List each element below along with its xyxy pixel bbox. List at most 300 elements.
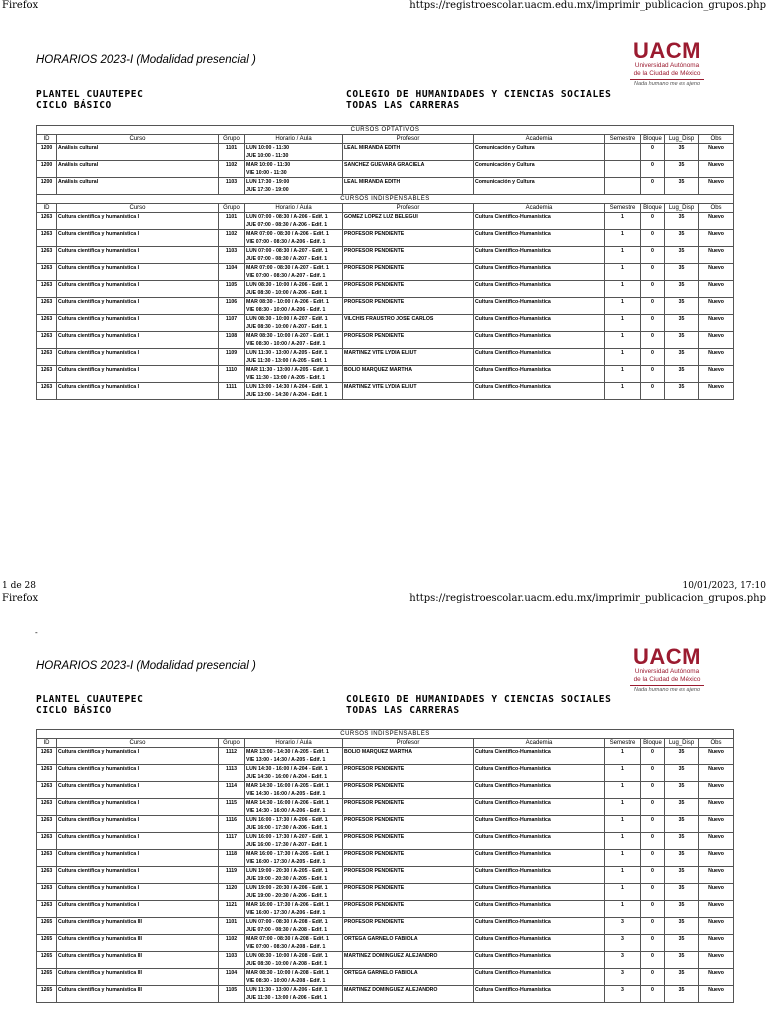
cell-semestre: 3 bbox=[605, 935, 641, 952]
cell-profesor: MARTINEZ VITE LYDIA ELIUT bbox=[343, 383, 474, 400]
cell-bloque: 0 bbox=[641, 833, 665, 850]
cell-obs: Nuevo bbox=[699, 935, 734, 952]
cell-horario bbox=[245, 816, 343, 833]
cell-lug-disp: 35 bbox=[665, 332, 699, 349]
cell-id: 1263 bbox=[37, 748, 57, 765]
cell-curso: Análisis cultural bbox=[57, 144, 219, 161]
cell-profesor: ORTEGA GARNELO FABIOLA bbox=[343, 935, 474, 952]
column-header: Academia bbox=[474, 204, 605, 213]
cell-academia: Cultura Científico-Humanística bbox=[474, 315, 605, 332]
cell-profesor: PROFESOR PENDIENTE bbox=[343, 247, 474, 264]
horario-line-2: VIE 10:00 - 11:30 bbox=[246, 170, 287, 176]
cell-horario bbox=[245, 782, 343, 799]
cell-bloque: 0 bbox=[641, 144, 665, 161]
cell-semestre: 1 bbox=[605, 833, 641, 850]
column-header: Horario / Aula bbox=[245, 204, 343, 213]
cell-id: 1265 bbox=[37, 935, 57, 952]
cell-obs: Nuevo bbox=[699, 748, 734, 765]
cell-curso: Cultura científica y humanística I bbox=[57, 816, 219, 833]
cell-curso: Cultura científica y humanística III bbox=[57, 952, 219, 969]
cell-id: 1263 bbox=[37, 281, 57, 298]
cell-lug-disp: 35 bbox=[665, 383, 699, 400]
ciclo-name: CICLO BÁSICO bbox=[36, 100, 112, 111]
cell-id: 1263 bbox=[37, 850, 57, 867]
cell-semestre: 1 bbox=[605, 281, 641, 298]
cell-id: 1200 bbox=[37, 161, 57, 178]
horario-line-1: MAR 08:30 - 10:00 / A-207 - Edif. 1 bbox=[246, 333, 329, 339]
horario-line-2: JUE 17:30 - 19:00 bbox=[246, 187, 289, 193]
cell-academia: Cultura Científico-Humanística bbox=[474, 366, 605, 383]
cell-lug-disp: 35 bbox=[665, 901, 699, 918]
cell-semestre: 1 bbox=[605, 867, 641, 884]
cell-obs: Nuevo bbox=[699, 765, 734, 782]
cell-academia: Cultura Científico-Humanística bbox=[474, 901, 605, 918]
logo-motto: Nada humano me es ajeno bbox=[633, 81, 701, 87]
horario-line-2: VIE 08:30 - 10:00 / A-206 - Edif. 1 bbox=[246, 307, 326, 313]
cell-lug-disp: 35 bbox=[665, 850, 699, 867]
column-header: Lug_Disp bbox=[665, 204, 699, 213]
cell-semestre: 1 bbox=[605, 850, 641, 867]
table-row bbox=[37, 213, 734, 230]
table-row bbox=[37, 144, 734, 161]
cell-bloque: 0 bbox=[641, 349, 665, 366]
cell-lug-disp: 35 bbox=[665, 230, 699, 247]
cell-grupo: 1117 bbox=[219, 833, 245, 850]
cell-horario bbox=[245, 748, 343, 765]
cell-grupo: 1103 bbox=[219, 247, 245, 264]
table-row bbox=[37, 918, 734, 935]
cell-horario bbox=[245, 213, 343, 230]
cell-semestre: 3 bbox=[605, 969, 641, 986]
cell-grupo: 1106 bbox=[219, 298, 245, 315]
cell-lug-disp: 35 bbox=[665, 884, 699, 901]
horario-line-2: JUE 07:00 - 08:30 / A-206 - Edif. 1 bbox=[246, 222, 328, 228]
cell-obs: Nuevo bbox=[699, 349, 734, 366]
cell-academia: Cultura Científico-Humanística bbox=[474, 918, 605, 935]
cell-profesor: PROFESOR PENDIENTE bbox=[343, 332, 474, 349]
cell-grupo: 1119 bbox=[219, 867, 245, 884]
cell-id: 1263 bbox=[37, 332, 57, 349]
table-row bbox=[37, 247, 734, 264]
cell-semestre: 1 bbox=[605, 901, 641, 918]
cell-obs: Nuevo bbox=[699, 315, 734, 332]
section-header: CURSOS INDISPENSABLES bbox=[37, 730, 734, 739]
cell-academia: Cultura Científico-Humanística bbox=[474, 213, 605, 230]
horario-line-2: JUE 07:00 - 08:30 / A-208 - Edif. 1 bbox=[246, 927, 328, 933]
horario-line-1: MAR 16:00 - 17:30 / A-206 - Edif. 1 bbox=[246, 902, 329, 908]
column-header: ID bbox=[37, 204, 57, 213]
cell-id: 1263 bbox=[37, 901, 57, 918]
table-row bbox=[37, 332, 734, 349]
horario-line-2: JUE 08:30 - 10:00 / A-207 - Edif. 1 bbox=[246, 324, 328, 330]
cell-profesor: PROFESOR PENDIENTE bbox=[343, 850, 474, 867]
cell-bloque: 0 bbox=[641, 298, 665, 315]
cell-bloque: 0 bbox=[641, 264, 665, 281]
cell-bloque: 0 bbox=[641, 383, 665, 400]
document-title: HORARIOS 2023-I (Modalidad presencial ) bbox=[36, 54, 256, 66]
cell-curso: Cultura científica y humanística I bbox=[57, 901, 219, 918]
column-header: Lug_Disp bbox=[665, 739, 699, 748]
page-url: https://registroescolar.uacm.edu.mx/imprimir_publicacion_grupos.php bbox=[409, 0, 766, 11]
cell-curso: Cultura científica y humanística I bbox=[57, 782, 219, 799]
cell-obs: Nuevo bbox=[699, 281, 734, 298]
cell-grupo: 1118 bbox=[219, 850, 245, 867]
cell-bloque: 0 bbox=[641, 281, 665, 298]
cell-grupo: 1116 bbox=[219, 816, 245, 833]
logo-line-1-2: Universidad Autónoma bbox=[634, 668, 700, 675]
horario-line-1: LUN 07:00 - 08:30 / A-207 - Edif. 1 bbox=[246, 248, 328, 254]
cell-academia: Cultura Científico-Humanística bbox=[474, 230, 605, 247]
horario-line-1: MAR 08:30 - 10:00 / A-208 - Edif. 1 bbox=[246, 970, 329, 976]
cell-semestre: 1 bbox=[605, 230, 641, 247]
cell-horario bbox=[245, 230, 343, 247]
cell-academia: Cultura Científico-Humanística bbox=[474, 264, 605, 281]
cell-horario bbox=[245, 833, 343, 850]
cell-grupo: 1105 bbox=[219, 986, 245, 1003]
cell-grupo: 1120 bbox=[219, 884, 245, 901]
plantel-name: PLANTEL CUAUTEPEC bbox=[36, 89, 144, 100]
column-header: ID bbox=[37, 739, 57, 748]
cell-curso: Cultura científica y humanística I bbox=[57, 332, 219, 349]
cell-bloque: 0 bbox=[641, 799, 665, 816]
cell-semestre: 3 bbox=[605, 952, 641, 969]
cell-id: 1265 bbox=[37, 986, 57, 1003]
horario-line-1: MAR 07:00 - 08:30 / A-207 - Edif. 1 bbox=[246, 265, 329, 271]
column-header: Obs bbox=[699, 739, 734, 748]
cell-bloque: 0 bbox=[641, 366, 665, 383]
cell-bloque: 0 bbox=[641, 782, 665, 799]
logo-line-2-2: de la Ciudad de México bbox=[633, 675, 701, 683]
cell-id: 1200 bbox=[37, 178, 57, 195]
table-row bbox=[37, 952, 734, 969]
horario-line-2: JUE 11:30 - 13:00 / A-205 - Edif. 1 bbox=[246, 358, 327, 364]
cell-bloque: 0 bbox=[641, 765, 665, 782]
plantel-name-2: PLANTEL CUAUTEPEC bbox=[36, 694, 144, 705]
cell-curso: Cultura científica y humanística I bbox=[57, 833, 219, 850]
colegio-block-2 bbox=[346, 694, 611, 716]
column-header: Bloque bbox=[641, 204, 665, 213]
cell-id: 1263 bbox=[37, 247, 57, 264]
cell-profesor: PROFESOR PENDIENTE bbox=[343, 281, 474, 298]
horario-line-2: VIE 16:00 - 17:30 / A-205 - Edif. 1 bbox=[246, 859, 326, 865]
page-counter: 1 de 28 bbox=[2, 581, 36, 591]
cell-lug-disp: 35 bbox=[665, 349, 699, 366]
cell-bloque: 0 bbox=[641, 850, 665, 867]
table-row bbox=[37, 935, 734, 952]
cell-bloque: 0 bbox=[641, 748, 665, 765]
column-header: Obs bbox=[699, 135, 734, 144]
cell-obs: Nuevo bbox=[699, 986, 734, 1003]
cell-profesor: ORTEGA GARNELO FABIOLA bbox=[343, 969, 474, 986]
cell-curso: Cultura científica y humanística III bbox=[57, 969, 219, 986]
cell-semestre: 1 bbox=[605, 247, 641, 264]
table-row bbox=[37, 264, 734, 281]
cell-semestre: 1 bbox=[605, 799, 641, 816]
column-header: Academia bbox=[474, 739, 605, 748]
cell-lug-disp: 35 bbox=[665, 264, 699, 281]
table-row bbox=[37, 748, 734, 765]
table-row bbox=[37, 315, 734, 332]
horario-line-2: JUE 16:00 - 17:30 / A-206 - Edif. 1 bbox=[246, 825, 328, 831]
cell-id: 1263 bbox=[37, 298, 57, 315]
cell-semestre: 1 bbox=[605, 383, 641, 400]
table-row bbox=[37, 969, 734, 986]
column-header: Curso bbox=[57, 739, 219, 748]
cell-curso: Cultura científica y humanística I bbox=[57, 247, 219, 264]
cell-academia: Cultura Científico-Humanística bbox=[474, 952, 605, 969]
horario-line-1: LUN 07:00 - 08:30 / A-208 - Edif. 1 bbox=[246, 919, 328, 925]
cell-grupo: 1101 bbox=[219, 918, 245, 935]
cell-grupo: 1105 bbox=[219, 281, 245, 298]
cell-bloque: 0 bbox=[641, 867, 665, 884]
cell-academia: Cultura Científico-Humanística bbox=[474, 247, 605, 264]
horario-line-1: LUN 08:30 - 10:00 / A-208 - Edif. 1 bbox=[246, 953, 328, 959]
table-row bbox=[37, 884, 734, 901]
cell-profesor: MARTINEZ DOMINGUEZ ALEJANDRO bbox=[343, 952, 474, 969]
cell-lug-disp: 35 bbox=[665, 178, 699, 195]
column-header: Academia bbox=[474, 135, 605, 144]
cell-horario bbox=[245, 765, 343, 782]
horario-line-2: JUE 19:00 - 20:30 / A-205 - Edif. 1 bbox=[246, 876, 328, 882]
table-row bbox=[37, 298, 734, 315]
column-header: Profesor bbox=[343, 739, 474, 748]
browser-name-2: Firefox bbox=[2, 593, 39, 604]
cell-grupo: 1101 bbox=[219, 213, 245, 230]
column-header: Grupo bbox=[219, 135, 245, 144]
cell-academia: Cultura Científico-Humanística bbox=[474, 850, 605, 867]
cell-curso: Cultura científica y humanística I bbox=[57, 264, 219, 281]
cell-semestre: 1 bbox=[605, 816, 641, 833]
carreras-name: TODAS LAS CARRERAS bbox=[346, 100, 460, 111]
cell-academia: Cultura Científico-Humanística bbox=[474, 748, 605, 765]
cell-lug-disp: 35 bbox=[665, 782, 699, 799]
table-row bbox=[37, 281, 734, 298]
cell-bloque: 0 bbox=[641, 315, 665, 332]
cell-horario bbox=[245, 144, 343, 161]
cell-horario bbox=[245, 315, 343, 332]
cell-semestre bbox=[605, 144, 641, 161]
horario-line-2: JUE 13:00 - 14:30 / A-204 - Edif. 1 bbox=[246, 392, 328, 398]
cell-obs: Nuevo bbox=[699, 952, 734, 969]
cell-bloque: 0 bbox=[641, 161, 665, 178]
table-row bbox=[37, 833, 734, 850]
cell-academia: Cultura Científico-Humanística bbox=[474, 298, 605, 315]
horario-line-1: LUN 11:30 - 13:00 / A-205 - Edif. 1 bbox=[246, 350, 328, 356]
cell-obs: Nuevo bbox=[699, 850, 734, 867]
cell-semestre: 3 bbox=[605, 986, 641, 1003]
cell-profesor: PROFESOR PENDIENTE bbox=[343, 264, 474, 281]
cell-id: 1263 bbox=[37, 366, 57, 383]
cell-grupo: 1104 bbox=[219, 969, 245, 986]
cell-id: 1263 bbox=[37, 867, 57, 884]
cell-obs: Nuevo bbox=[699, 230, 734, 247]
cell-lug-disp: 35 bbox=[665, 247, 699, 264]
cell-grupo: 1109 bbox=[219, 349, 245, 366]
cell-horario bbox=[245, 264, 343, 281]
colegio-block bbox=[346, 89, 611, 111]
cell-horario bbox=[245, 952, 343, 969]
horario-line-2: VIE 14:30 - 16:00 / A-206 - Edif. 1 bbox=[246, 808, 326, 814]
column-header: Grupo bbox=[219, 204, 245, 213]
cell-academia: Cultura Científico-Humanística bbox=[474, 332, 605, 349]
logo-mark-2: UACM bbox=[633, 644, 701, 669]
cell-obs: Nuevo bbox=[699, 383, 734, 400]
cell-academia: Cultura Científico-Humanística bbox=[474, 969, 605, 986]
cell-curso: Cultura científica y humanística I bbox=[57, 867, 219, 884]
horario-line-1: LUN 14:30 - 16:00 / A-204 - Edif. 1 bbox=[246, 766, 328, 772]
page-url-2: https://registroescolar.uacm.edu.mx/imprimir_publicacion_grupos.php bbox=[409, 593, 766, 604]
cell-semestre: 1 bbox=[605, 366, 641, 383]
cell-profesor: BOLIO MARQUEZ MARTHA bbox=[343, 366, 474, 383]
cell-lug-disp: 35 bbox=[665, 281, 699, 298]
cell-lug-disp: 35 bbox=[665, 366, 699, 383]
column-header: Obs bbox=[699, 204, 734, 213]
cell-grupo: 1103 bbox=[219, 952, 245, 969]
table-row bbox=[37, 901, 734, 918]
horario-line-2: JUE 10:00 - 11:30 bbox=[246, 153, 289, 159]
table-row bbox=[37, 986, 734, 1003]
cell-academia: Cultura Científico-Humanística bbox=[474, 799, 605, 816]
cell-profesor: GOMEZ LOPEZ LUZ BELEGUI bbox=[343, 213, 474, 230]
cell-horario bbox=[245, 332, 343, 349]
horario-line-1: LUN 19:00 - 20:30 / A-205 - Edif. 1 bbox=[246, 868, 328, 874]
cell-academia: Cultura Científico-Humanística bbox=[474, 349, 605, 366]
cell-curso: Cultura científica y humanística I bbox=[57, 765, 219, 782]
cell-academia: Comunicación y Cultura bbox=[474, 144, 605, 161]
table-row bbox=[37, 765, 734, 782]
cell-bloque: 0 bbox=[641, 901, 665, 918]
section-header: CURSOS OPTATIVOS bbox=[37, 126, 734, 135]
cell-profesor: PROFESOR PENDIENTE bbox=[343, 918, 474, 935]
cell-bloque: 0 bbox=[641, 986, 665, 1003]
cell-id: 1263 bbox=[37, 315, 57, 332]
cell-lug-disp: 35 bbox=[665, 816, 699, 833]
table-row bbox=[37, 383, 734, 400]
cell-obs: Nuevo bbox=[699, 298, 734, 315]
cell-semestre: 1 bbox=[605, 349, 641, 366]
cell-profesor: PROFESOR PENDIENTE bbox=[343, 298, 474, 315]
cell-profesor: LEAL MIRANDA EDITH bbox=[343, 178, 474, 195]
cell-bloque: 0 bbox=[641, 247, 665, 264]
cell-curso: Cultura científica y humanística I bbox=[57, 230, 219, 247]
horario-line-2: JUE 11:30 - 13:00 / A-206 - Edif. 1 bbox=[246, 995, 327, 1001]
column-header: Horario / Aula bbox=[245, 135, 343, 144]
cell-semestre: 1 bbox=[605, 782, 641, 799]
cell-grupo: 1104 bbox=[219, 264, 245, 281]
cell-horario bbox=[245, 799, 343, 816]
cell-obs: Nuevo bbox=[699, 918, 734, 935]
ciclo-name-2: CICLO BÁSICO bbox=[36, 705, 112, 716]
cell-horario bbox=[245, 969, 343, 986]
logo-line-1: Universidad Autónoma bbox=[634, 62, 700, 69]
cell-horario bbox=[245, 850, 343, 867]
cell-semestre: 1 bbox=[605, 765, 641, 782]
cell-lug-disp: 35 bbox=[665, 315, 699, 332]
cell-curso: Cultura científica y humanística I bbox=[57, 748, 219, 765]
cell-academia: Cultura Científico-Humanística bbox=[474, 935, 605, 952]
schedule-table-page-1 bbox=[36, 125, 734, 400]
cell-horario bbox=[245, 247, 343, 264]
browser-name: Firefox bbox=[2, 0, 39, 11]
horario-line-2: VIE 16:00 - 17:30 / A-206 - Edif. 1 bbox=[246, 910, 326, 916]
cell-id: 1263 bbox=[37, 383, 57, 400]
cell-academia: Cultura Científico-Humanística bbox=[474, 765, 605, 782]
cell-profesor: VILCHIS FRAUSTRO JOSE CARLOS bbox=[343, 315, 474, 332]
table-row bbox=[37, 349, 734, 366]
stray-mark: - bbox=[35, 628, 38, 637]
schedule-table-page-2 bbox=[36, 729, 734, 1003]
cell-lug-disp: 35 bbox=[665, 935, 699, 952]
cell-lug-disp: 35 bbox=[665, 918, 699, 935]
cell-horario bbox=[245, 366, 343, 383]
cell-id: 1265 bbox=[37, 952, 57, 969]
cell-bloque: 0 bbox=[641, 952, 665, 969]
horario-line-2: VIE 07:00 - 08:30 / A-207 - Edif. 1 bbox=[246, 273, 326, 279]
cell-lug-disp: 35 bbox=[665, 986, 699, 1003]
horario-line-2: VIE 11:30 - 13:00 / A-205 - Edif. 1 bbox=[246, 375, 326, 381]
horario-line-1: MAR 10:00 - 11:30 bbox=[246, 162, 291, 168]
cell-obs: Nuevo bbox=[699, 901, 734, 918]
cell-lug-disp: 35 bbox=[665, 161, 699, 178]
cell-horario bbox=[245, 935, 343, 952]
table-row bbox=[37, 161, 734, 178]
horario-line-1: MAR 14:30 - 16:00 / A-205 - Edif. 1 bbox=[246, 783, 329, 789]
cell-id: 1265 bbox=[37, 969, 57, 986]
cell-id: 1263 bbox=[37, 884, 57, 901]
horario-line-1: MAR 07:00 - 08:30 / A-206 - Edif. 1 bbox=[246, 231, 329, 237]
uacm-logo bbox=[626, 40, 708, 87]
cell-curso: Cultura científica y humanística I bbox=[57, 884, 219, 901]
cell-curso: Análisis cultural bbox=[57, 161, 219, 178]
cell-semestre: 1 bbox=[605, 264, 641, 281]
cell-id: 1263 bbox=[37, 264, 57, 281]
cell-semestre: 1 bbox=[605, 213, 641, 230]
cell-semestre bbox=[605, 161, 641, 178]
cell-profesor: BOLIO MARQUEZ MARTHA bbox=[343, 748, 474, 765]
horario-line-1: MAR 13:00 - 14:30 / A-205 - Edif. 1 bbox=[246, 749, 329, 755]
cell-academia: Cultura Científico-Humanística bbox=[474, 986, 605, 1003]
cell-curso: Cultura científica y humanística I bbox=[57, 281, 219, 298]
horario-line-1: MAR 14:30 - 16:00 / A-206 - Edif. 1 bbox=[246, 800, 329, 806]
print-datetime: 10/01/2023, 17:10 bbox=[682, 581, 766, 591]
column-header: Semestre bbox=[605, 204, 641, 213]
cell-id: 1200 bbox=[37, 144, 57, 161]
cell-id: 1263 bbox=[37, 765, 57, 782]
logo-line-2: de la Ciudad de México bbox=[633, 69, 701, 77]
horario-line-2: VIE 13:00 - 14:30 / A-205 - Edif. 1 bbox=[246, 757, 326, 763]
cell-profesor: PROFESOR PENDIENTE bbox=[343, 799, 474, 816]
cell-academia: Cultura Científico-Humanística bbox=[474, 281, 605, 298]
cell-horario bbox=[245, 901, 343, 918]
cell-obs: Nuevo bbox=[699, 366, 734, 383]
cell-grupo: 1110 bbox=[219, 366, 245, 383]
cell-grupo: 1101 bbox=[219, 144, 245, 161]
cell-horario bbox=[245, 178, 343, 195]
cell-obs: Nuevo bbox=[699, 178, 734, 195]
colegio-name-2: COLEGIO DE HUMANIDADES Y CIENCIAS SOCIALES bbox=[346, 694, 612, 705]
cell-grupo: 1107 bbox=[219, 315, 245, 332]
horario-line-2: JUE 07:00 - 08:30 / A-207 - Edif. 1 bbox=[246, 256, 328, 262]
horario-line-2: JUE 19:00 - 20:30 / A-206 - Edif. 1 bbox=[246, 893, 328, 899]
cell-lug-disp: 35 bbox=[665, 748, 699, 765]
horario-line-1: LUN 07:00 - 08:30 / A-206 - Edif. 1 bbox=[246, 214, 328, 220]
column-header: Profesor bbox=[343, 135, 474, 144]
cell-obs: Nuevo bbox=[699, 799, 734, 816]
table-row bbox=[37, 816, 734, 833]
cell-obs: Nuevo bbox=[699, 161, 734, 178]
cell-academia: Cultura Científico-Humanística bbox=[474, 383, 605, 400]
cell-academia: Comunicación y Cultura bbox=[474, 161, 605, 178]
